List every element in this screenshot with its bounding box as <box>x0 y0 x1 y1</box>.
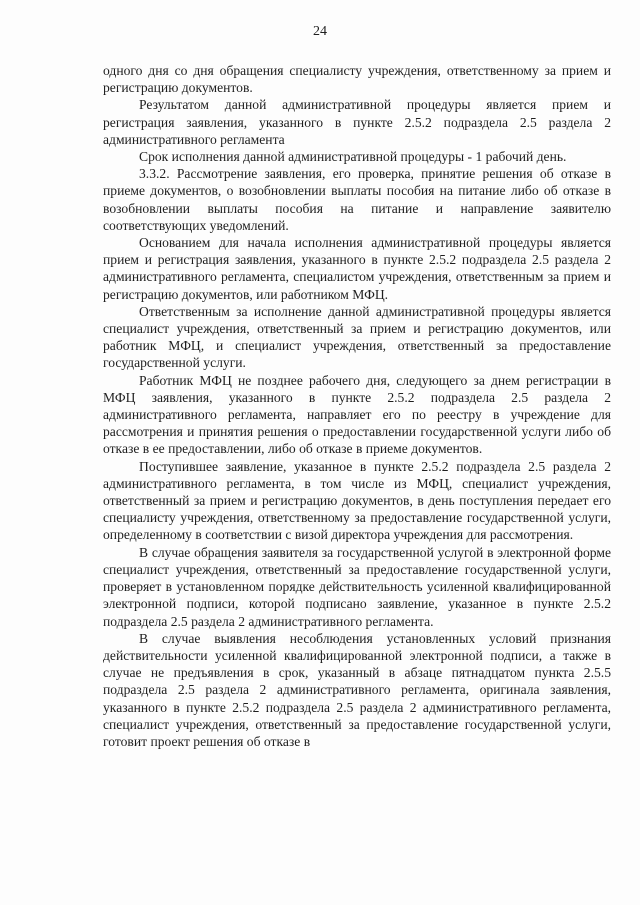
paragraph-procedure-term: Срок исполнения данной административной процедуры - 1 рабочий день. <box>139 149 567 165</box>
paragraph-grounds: Основанием для начала исполнения административной процедуры является прием и регистрация заявления, указанного в пункте 2.5.2 подраздела 2.5 раздела 2 административного регламента, специалистом учреждения, ответственным за прием и регистрацию документов, или работником МФЦ. <box>103 235 611 302</box>
paragraph-mfc-worker: Работник МФЦ не позднее рабочего дня, следующего за днем регистрации в МФЦ заявления, указанного в пункте 2.5.2 подраздела 2.5 раздела 2 административного регламента, направляет его по реестру в учреждение для рассмотрения и принятия решения о предоставлении государственной услуги либо об отказе в ее предоставлении, либо об отказе в приеме документов. <box>103 372 611 457</box>
page-number: 24 <box>313 24 327 39</box>
paragraph-section-3-3-2: 3.3.2. Рассмотрение заявления, его проверка, принятие решения об отказе в приеме документов, о возобновлении выплаты пособия на питание либо об отказе в возобновлении выплаты пособия на питание и направление заявителю соответствующих уведомлений. <box>103 166 611 233</box>
paragraph-signature-violation: В случае выявления несоблюдения установленных условий признания действительности усиленной квалифицированной электронной подписи, а также в случае не предъявления в срок, указанный в абзаце пятнадцатом пункта 2.5.5 подраздела 2.5 раздела 2 административного регламента, оригинала заявления, указанного в пункте 2.5.2 подраздела 2.5 раздела 2 административного регламента, специалист учреждения, ответственный за предоставление государственной услуги, готовит проект решения об отказе в <box>103 630 611 749</box>
paragraph-procedure-result: Результатом данной административной процедуры является прием и регистрация заявления, указанного в пункте 2.5.2 подраздела 2.5 раздела 2 административного регламента <box>103 97 611 147</box>
paragraph-responsible: Ответственным за исполнение данной административной процедуры является специалист учреждения, ответственный за прием и регистрацию документов, или работник МФЦ, и специалист учреждения, ответственный за предоставление государственной услуги. <box>103 303 611 371</box>
paragraph-received-application: Поступившее заявление, указанное в пункте 2.5.2 подраздела 2.5 раздела 2 административного регламента, в том числе из МФЦ, специалист учреждения, ответственный за прием и регистрацию документов, в день поступления передает его специалисту учреждения, ответственному за предоставление государственной услуги, определенному в соответствии с визой директора учреждения для рассмотрения. <box>103 458 611 543</box>
paragraph-electronic-form: В случае обращения заявителя за государственной услугой в электронной форме специалист учреждения, ответственный за предоставление государственной услуги, проверяет в установленном порядке действительность усиленной квалифицированной электронной подписи, которой подписано заявление, указанное в пункте 2.5.2 подраздела 2.5 раздела 2 административного регламента. <box>103 544 611 629</box>
paragraph-continuation: одного дня со дня обращения специалисту учреждения, ответственному за прием и регистрацию документов. <box>103 63 611 96</box>
document-body <box>103 62 611 750</box>
